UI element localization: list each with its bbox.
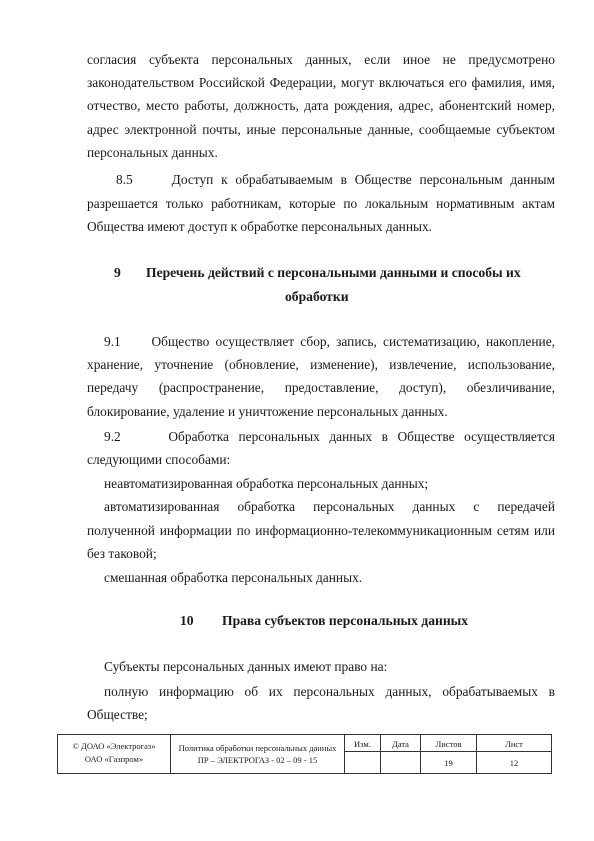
list-item-cont: полученной информации по информационно-телекоммуникационным сетям или xyxy=(87,523,555,538)
clause-9-2: 9.2 Обработка персональных данных в Обществе осуществляется xyxy=(104,429,555,444)
section-9-number: 9 xyxy=(114,265,121,280)
text-line: Обществе; xyxy=(87,707,148,722)
clause-9-1: 9.1 Общество осуществляет сбор, запись, систематизацию, накопление, xyxy=(104,334,555,349)
col-header: Дата xyxy=(381,735,420,752)
copyright-line: ОАО «Газпром» xyxy=(84,754,144,764)
footer-doc-title xyxy=(171,735,345,773)
col-value xyxy=(345,752,380,773)
text-line: следующими способами: xyxy=(87,452,231,467)
footer-col-data xyxy=(381,735,421,773)
footer-col-list xyxy=(477,735,551,773)
footer-col-izm xyxy=(345,735,381,773)
text-line: согласия субъекта персональных данных, если иное не предусмотрено xyxy=(87,52,555,67)
footer-stamp-table xyxy=(57,734,552,774)
col-value: 19 xyxy=(444,758,453,768)
col-header: Изм. xyxy=(345,735,380,752)
footer-col-listov xyxy=(421,735,477,773)
doc-code: ПР – ЭЛЕКТРОГАЗ - 02 – 09 - 15 xyxy=(197,755,318,765)
section-9-title-cont: обработки xyxy=(285,289,349,304)
text-line: Субъекты персональных данных имеют право на: xyxy=(104,659,388,674)
section-10-number: 10 xyxy=(180,613,194,628)
col-value: 12 xyxy=(509,758,519,768)
col-header: Лист xyxy=(477,735,551,752)
text-line: полную информацию об их персональных данных, обрабатываемых в xyxy=(104,684,555,699)
section-10-title: Права субъектов персональных данных xyxy=(222,613,469,628)
list-item-cont: без таковой; xyxy=(87,546,157,561)
footer-copyright xyxy=(58,735,171,773)
col-header: Листов xyxy=(421,735,476,752)
text-line: Общества имеют доступ к обработке персональных данных. xyxy=(87,219,433,234)
text-line: адрес электронной почты, иные персональные данные, сообщаемые субъектом xyxy=(87,122,555,137)
copyright-line: © ДОАО «Электрогаз» xyxy=(72,741,156,751)
text-line: передачу (распространение, предоставление, доступ), обезличивание, xyxy=(87,380,555,395)
text-line: законодательством Российской Федерации, могут включаться его фамилия, имя, xyxy=(87,75,555,90)
text-line: хранение, уточнение (обновление, изменение), извлечение, использование, xyxy=(87,357,555,372)
clause-8-5: 8.5 Доступ к обрабатываемым в Обществе персональным данным xyxy=(116,172,555,187)
section-9-title: Перечень действий с персональными данными и способы их xyxy=(146,265,521,280)
list-item: автоматизированная обработка персональных данных с передачей xyxy=(104,499,555,514)
text-line: отчество, место работы, должность, дата рождения, адрес, абонентский номер, xyxy=(87,98,555,113)
list-item: смешанная обработка персональных данных. xyxy=(104,570,363,585)
text-line: персональных данных. xyxy=(87,145,218,160)
text-line: блокирование, удаление и уничтожение персональных данных. xyxy=(87,404,448,419)
text-line: разрешается только работникам, которые по локальным нормативным актам xyxy=(87,196,555,211)
col-value xyxy=(381,752,420,773)
list-item: неавтоматизированная обработка персональных данных; xyxy=(104,476,429,491)
doc-title: Политика обработки персональных данных xyxy=(178,743,337,753)
